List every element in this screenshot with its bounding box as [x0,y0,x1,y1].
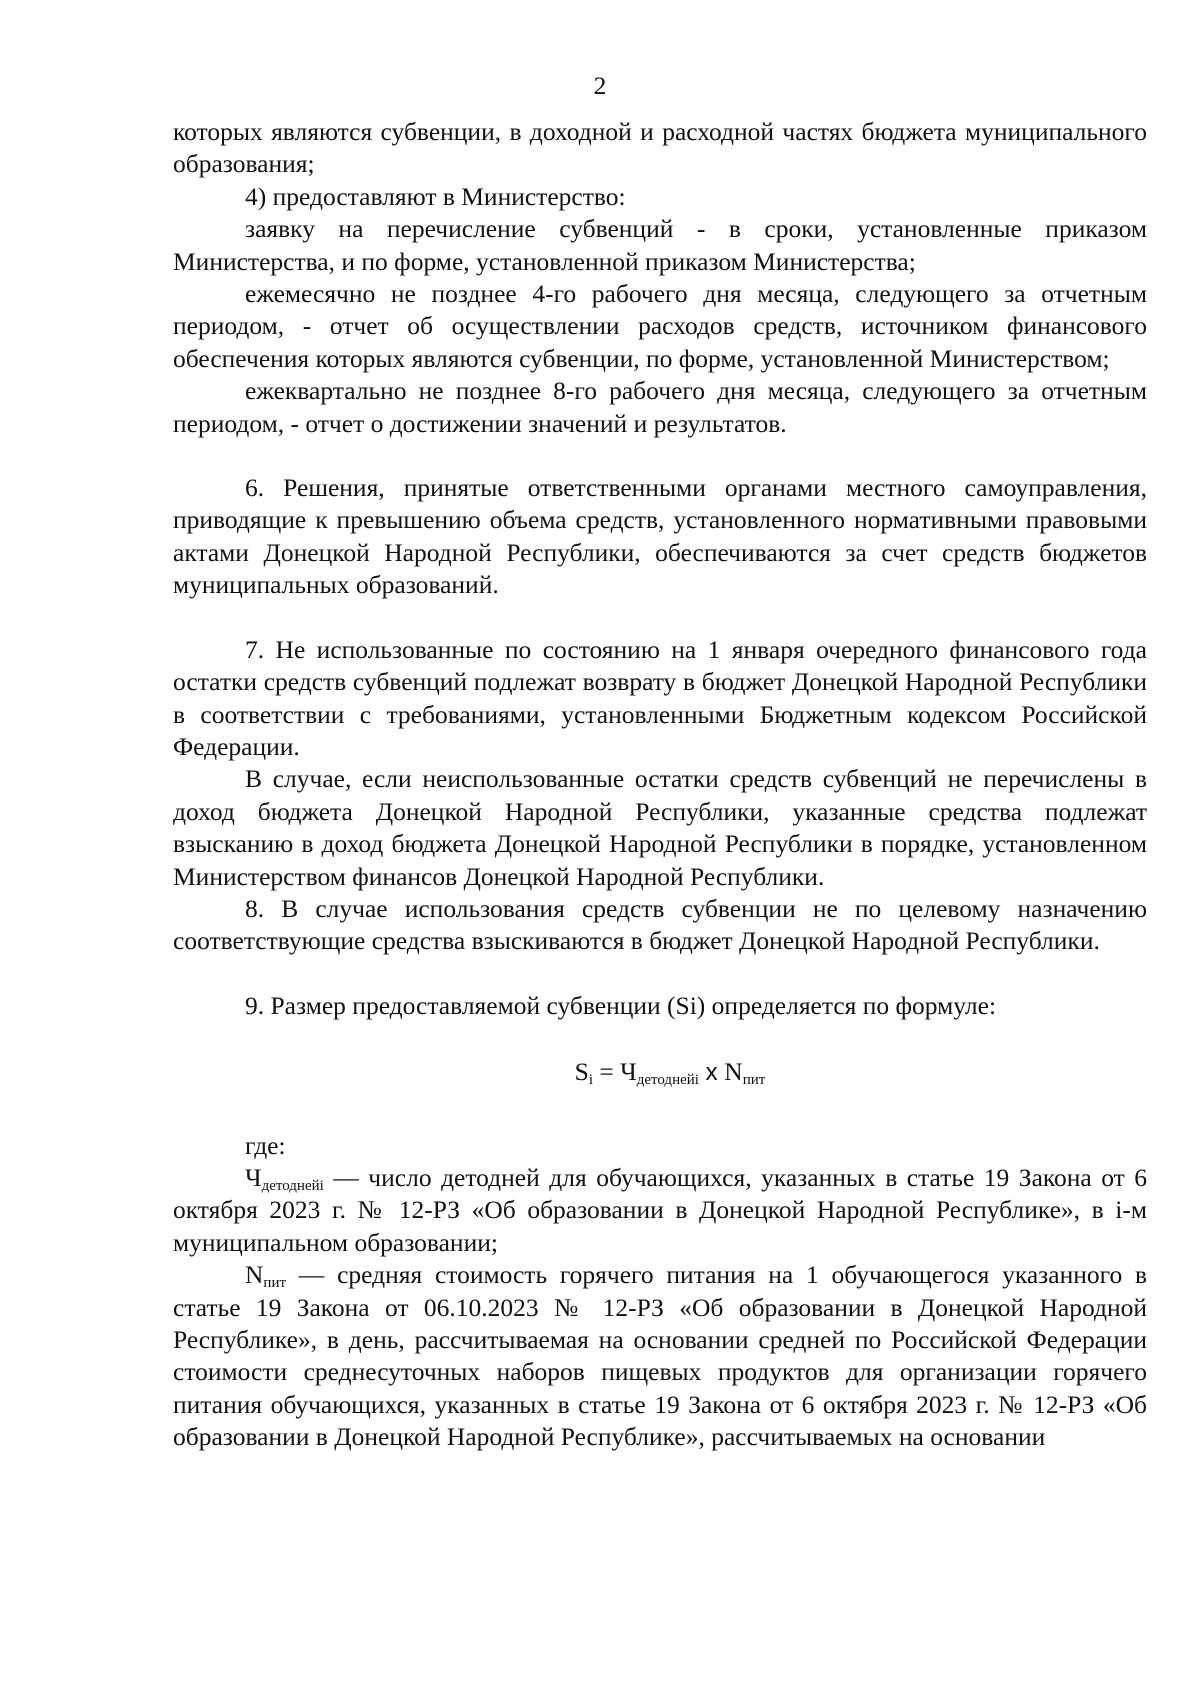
document-body [173,116,1147,1454]
definition-meal-cost [173,1259,1147,1453]
subvention-formula [173,1056,1147,1089]
definition-child-days [173,1162,1147,1259]
definition-child-days-symbol: Ч [245,1162,262,1192]
paragraph-clause-8: 8. В случае использования средств субвенции не по целевому назначению соответствующие средства взыскиваются в бюджет Донецкой Народной Республики. [173,893,1147,956]
paragraph-where: где: [245,1130,286,1160]
definition-meal-cost-subscript: пит [263,1275,287,1292]
page-number: 2 [593,71,607,100]
formula-n-subscript: пит [742,1072,766,1089]
formula-s-subscript: i [588,1072,593,1089]
definition-child-days-subscript: детоднейi [261,1177,324,1194]
definition-meal-cost-symbol: N [245,1260,264,1290]
paragraph-clause-7: 7. Не использованные по состоянию на 1 января очередного финансового года остатки средств субвенций подлежат возврату в бюджет Донецкой Народной Республики в соответствии с требованиями, установленными Бюджетным кодексом Российской Федерации. [173,634,1147,761]
definition-meal-cost-text: — средняя стоимость горячего питания на 1 обучающегося указанного в статье 19 Закона от 06.10.2023 № 12-РЗ «Об образовании в Донецкой Народной Республике», в день, рассчитываемая на основании средней по Российской Федерации стоимости среднесуточных наборов пищевых продуктов для организации горячего питания обучающихся, указанных в статье 19 Закона от 6 октября 2023 г. № 12-РЗ «Об образовании в Донецкой Народной Республике», рассчитываемых на основании [173,1260,1147,1452]
formula-ch-subscript: детоднейi [636,1072,699,1089]
paragraph-clause-6: 6. Решения, принятые ответственными органами местного самоуправления, приводящие к превышению объема средств, установленного нормативными правовыми актами Донецкой Народной Республики, обеспечиваются за счет средств бюджетов муниципальных образований. [173,473,1147,600]
paragraph-item-4: 4) предоставляют в Министерство: [245,181,626,211]
paragraph-quarterly-report: ежеквартально не позднее 8-го рабочего дня месяца, следующего за отчетным периодом, - отчет о достижении значений и результатов. [173,376,1147,438]
definition-child-days-text: — число детодней для обучающихся, указанных в статье 19 Закона от 6 октября 2023 г. № 12-РЗ «Об образовании в Донецкой Народной Республике», в i-м муниципальном образовании; [173,1162,1147,1257]
paragraph-clause-9: 9. Размер предоставляемой субвенции (Si) определяется по формуле: [245,990,997,1020]
paragraph-monthly-report: ежемесячно не позднее 4-го рабочего дня месяца, следующего за отчетным периодом, - отчет об осуществлении расходов средств, источником финансового обеспечения которых являются субвенции, по форме, установленной Министерством; [173,279,1147,373]
formula-equals-ch: = Ч [593,1057,637,1087]
paragraph-application: заявку на перечисление субвенций - в сроки, установленные приказом Министерства, и по форме, установленной приказом Министерства; [173,214,1147,276]
formula-n: N [724,1057,743,1087]
paragraph-clause-7-case: В случае, если неиспользованные остатки средств субвенций не перечислены в доход бюджета Донецкой Народной Республики, указанные средства подлежат взысканию в доход бюджета Донецкой Народной Республики в порядке, установленном Министерством финансов Донецкой Народной Республики. [173,764,1147,891]
paragraph-continuation: которых являются субвенции, в доходной и расходной частях бюджета муниципального образования; [173,117,1147,179]
formula-times: x [698,1059,725,1087]
formula-s: S [574,1057,589,1087]
